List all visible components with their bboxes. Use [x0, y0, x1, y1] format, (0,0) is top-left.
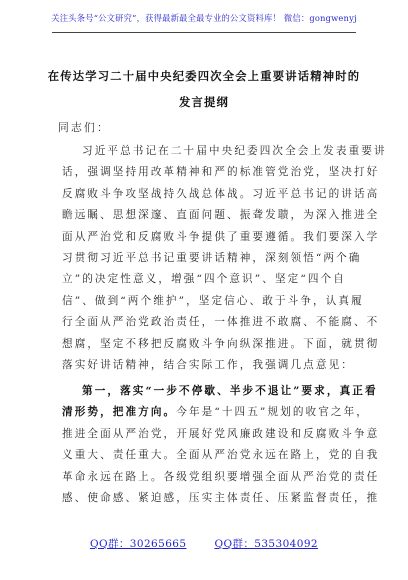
- header-banner: 关注头条号“公文研究”，获得最新最全最专业的公文资料库！ 微信：gongwenyj: [51, 13, 357, 23]
- paragraph-line: 瞻远瞩、思想深邃、直面问题、振聋发聩，为深入推进全: [62, 209, 380, 222]
- paragraph-line: 习近平总书记在二十届中央纪委四次全会上发表重要讲: [82, 145, 387, 157]
- section-heading-cont: 清形势，把准方向。: [62, 406, 177, 419]
- paragraph-line: 信”、做到“两个维护”，坚定信心、敢于斗争，认真履: [62, 294, 364, 307]
- qq-group-link-1[interactable]: QQ群：30265665: [89, 538, 187, 550]
- paragraph-line: 行全面从严治党政治责任，一体推进不敢腐、不能腐、不: [62, 316, 380, 329]
- paragraph-1: [62, 141, 387, 376]
- paragraph-line: 感、使命感、紧迫感，压实主体责任、压紧监督责任，推: [62, 491, 380, 504]
- paragraph-2: [62, 381, 380, 509]
- paragraph-line: 面从严治党和反腐败斗争提供了重要遵循。我们要深入学: [62, 230, 380, 243]
- paragraph-line: 推进全面从严治党，开展好党风廉政建设和反腐败斗争意: [62, 427, 380, 440]
- paragraph-line: [62, 402, 369, 423]
- paragraph-line: 革命永远在路上。各级党组织要增强全面从严治党的责任: [62, 470, 380, 483]
- section-heading: 第一，落实“一步不停歇、半步不退让”要求，真正看: [82, 385, 378, 397]
- salutation: 同志们：: [58, 121, 110, 134]
- paragraph-line: 想腐，坚定不移把反腐败斗争向纵深推进。下面，就贯彻: [62, 337, 380, 350]
- qq-group-link-2[interactable]: QQ群：535304092: [214, 538, 318, 550]
- paragraph-line: 话，强调坚持用改革精神和严的标准管党治党，坚决打好: [62, 166, 380, 179]
- paragraph-line: 立”的决定性意义，增强“四个意识”、坚定“四个自: [62, 273, 346, 286]
- footer: [0, 536, 408, 551]
- paragraph-line: 义重大、责任重大。全面从严治党永远在路上，党的自我: [62, 449, 380, 462]
- paragraph-text: 今年是“十四五”规划的收官之年，: [176, 406, 369, 419]
- document-title-line2: 发言提纲: [179, 96, 229, 109]
- paragraph-line: 落实好讲话精神，结合实际工作，我强调几点意见：: [62, 358, 354, 371]
- paragraph-line: 反腐败斗争攻坚战持久战总体战。习近平总书记的讲话高: [62, 187, 380, 200]
- paragraph-line: 习贯彻习近平总书记重要讲话精神，深刻领悟“两个确: [62, 251, 362, 264]
- document-title: 在传达学习二十届中央纪委四次全会上重要讲话精神时的: [47, 70, 361, 83]
- header-divider: [52, 32, 356, 33]
